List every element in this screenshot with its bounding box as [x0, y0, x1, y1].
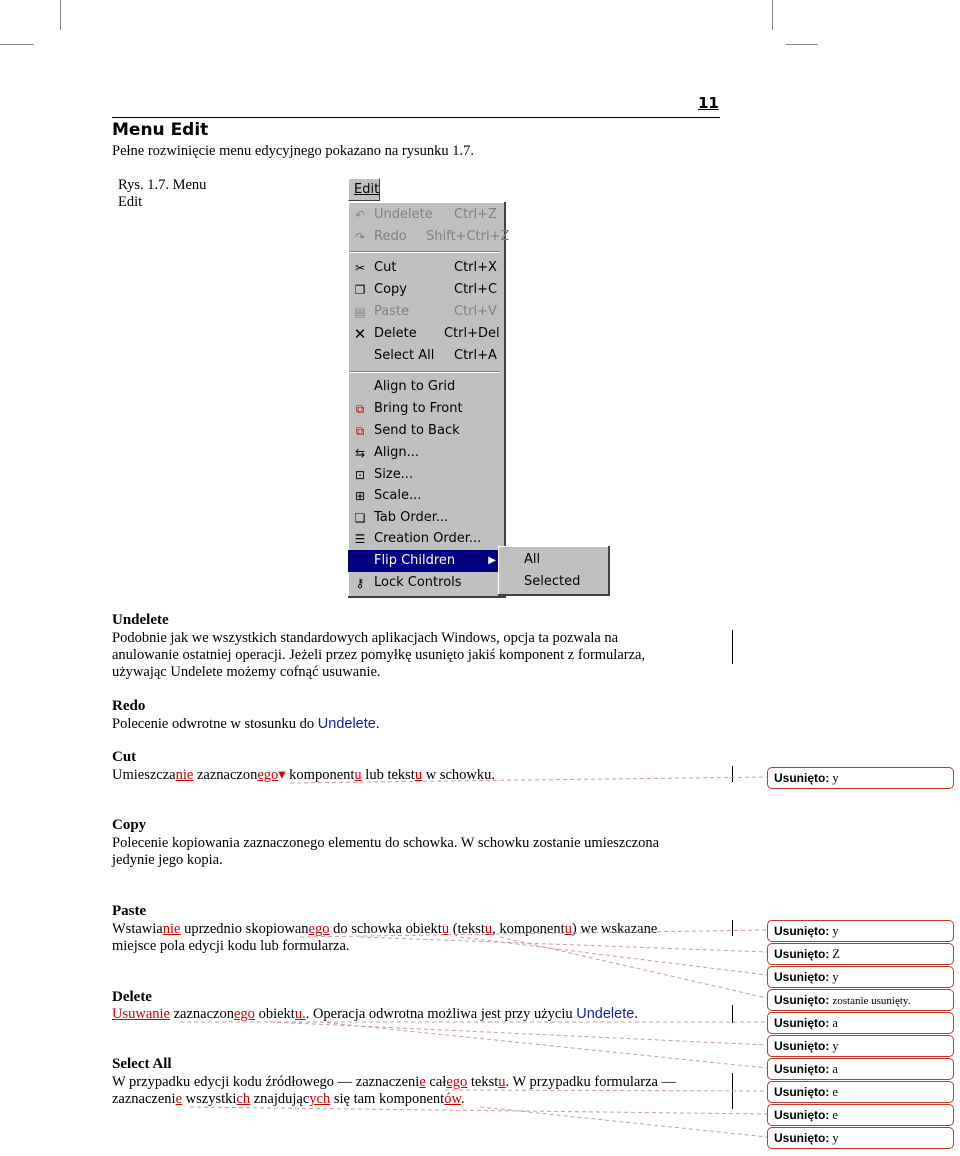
redo-text: Polecenie odwrotne w stosunku do Undelete. [112, 716, 380, 732]
revision-balloon[interactable]: Usunięto: zostanie usunięty. [767, 989, 954, 1011]
menu-item-redo[interactable]: ↷ Redo Shift+Ctrl+Z [348, 226, 502, 248]
heading-select-all: Select All [112, 1056, 172, 1072]
revision-balloon[interactable]: Usunięto: y [767, 767, 954, 789]
copy-icon: ❐ [354, 283, 366, 297]
undelete-link[interactable]: Undelete [317, 716, 376, 732]
menu-item-size[interactable]: ⊡ Size... [348, 464, 502, 486]
menu-item-align-to-grid[interactable]: Align to Grid [374, 379, 456, 394]
delete-x-icon: ✕ [353, 325, 367, 343]
submenu-item-selected[interactable]: Selected [524, 574, 581, 589]
heading-undelete: Undelete [112, 612, 169, 628]
menu-item-bring-to-front[interactable]: ⧉ Bring to Front [348, 398, 502, 420]
undo-icon: ↶ [354, 208, 366, 222]
menu-item-copy[interactable]: ❐ Copy Ctrl+C [348, 279, 502, 301]
heading-cut: Cut [112, 749, 137, 765]
select-all-text: W przypadku edycji kodu źródłowego — zaznaczenie całego tekstu. W przypadku formularza — zaznaczenie wszystkich znajdujących się tam komponentów. [112, 1074, 677, 1107]
heading-paste: Paste [112, 903, 147, 919]
menu-item-flip-children[interactable]: Flip Children ▶ [348, 550, 502, 572]
delete-text: Usuwanie zaznaczonego obiektu.. Operacja odwrotna możliwa jest przy użyciu Undelete. [112, 1006, 638, 1022]
paste-text: Wstawianie uprzednio skopiowanego do schowka obiektu (tekstu, komponentu) we wskazane miejsce pola edycji kodu lub formularza. [112, 921, 658, 954]
section-title: Menu Edit [112, 120, 209, 140]
heading-delete: Delete [112, 989, 152, 1005]
scissors-icon: ✂ [354, 261, 366, 275]
paste-icon: ▤ [354, 305, 366, 319]
menu-item-tab-order[interactable]: ❏ Tab Order... [348, 507, 502, 529]
cut-text: Umieszczanie zaznaczonego▾ komponentu lub tekstu w schowku. [112, 767, 495, 783]
send-to-back-icon: ⧉ [355, 424, 365, 438]
creation-order-icon: ☰ [354, 532, 366, 546]
heading-copy: Copy [112, 817, 147, 833]
menu-item-select-all[interactable]: Select All Ctrl+A [374, 348, 497, 363]
page-number: 11 [698, 94, 719, 112]
menu-item-align[interactable]: ⇆ Align... [348, 442, 502, 464]
menu-item-paste[interactable]: ▤ Paste Ctrl+V [348, 301, 502, 323]
revision-balloon[interactable]: Usunięto: e [767, 1104, 954, 1126]
revision-balloon[interactable]: Usunięto: e [767, 1081, 954, 1103]
menu-item-undelete[interactable]: ↶ Undelete Ctrl+Z [348, 204, 502, 226]
revision-balloon[interactable]: Usunięto: a [767, 1058, 954, 1080]
menu-item-lock-controls[interactable]: ⚷ Lock Controls [348, 572, 502, 594]
revision-balloon[interactable]: Usunięto: y [767, 1127, 954, 1149]
bring-to-front-icon: ⧉ [355, 402, 365, 416]
align-icon: ⇆ [354, 446, 366, 460]
copy-text: Polecenie kopiowania zaznaczonego elementu do schowka. W schowku zostanie umieszczona jedynie jego kopia. [112, 835, 660, 868]
menu-item-scale[interactable]: ⊞ Scale... [348, 485, 502, 507]
intro-text: Pełne rozwinięcie menu edycyjnego pokazano na rysunku 1.7. [112, 143, 474, 159]
menu-item-creation-order[interactable]: ☰ Creation Order... [348, 528, 502, 550]
heading-redo: Redo [112, 698, 146, 714]
menu-item-send-to-back[interactable]: ⧉ Send to Back [348, 420, 502, 442]
revision-balloon[interactable]: Usunięto: y [767, 1035, 954, 1057]
key-icon: ⚷ [355, 576, 365, 590]
figure-caption: Rys. 1.7. Menu Edit [118, 177, 207, 210]
revision-balloon[interactable]: Usunięto: y [767, 966, 954, 988]
undelete-link[interactable]: Undelete [576, 1006, 635, 1022]
revision-balloon[interactable]: Usunięto: Z [767, 943, 954, 965]
size-icon: ⊡ [354, 468, 366, 482]
tab-order-icon: ❏ [354, 511, 366, 525]
menu-title: Edit [354, 182, 380, 197]
submenu-arrow-icon: ▶ [488, 555, 496, 566]
scale-icon: ⊞ [354, 489, 366, 503]
revision-balloon[interactable]: Usunięto: y [767, 920, 954, 942]
submenu-item-all[interactable]: All [524, 552, 541, 567]
redo-icon: ↷ [354, 230, 366, 244]
undelete-text: Podobnie jak we wszystkich standardowych aplikacjach Windows, opcja ta pozwala na anulowanie ostatniej operacji. Jeżeli przez pomyłkę usunięto jakiś komponent z formularza, używając Undelete możemy cofnąć usuwanie. [112, 630, 646, 680]
menu-item-cut[interactable]: ✂ Cut Ctrl+X [348, 257, 502, 279]
menu-item-delete[interactable]: ✕ Delete Ctrl+Del [353, 325, 500, 343]
revision-balloon[interactable]: Usunięto: a [767, 1012, 954, 1034]
